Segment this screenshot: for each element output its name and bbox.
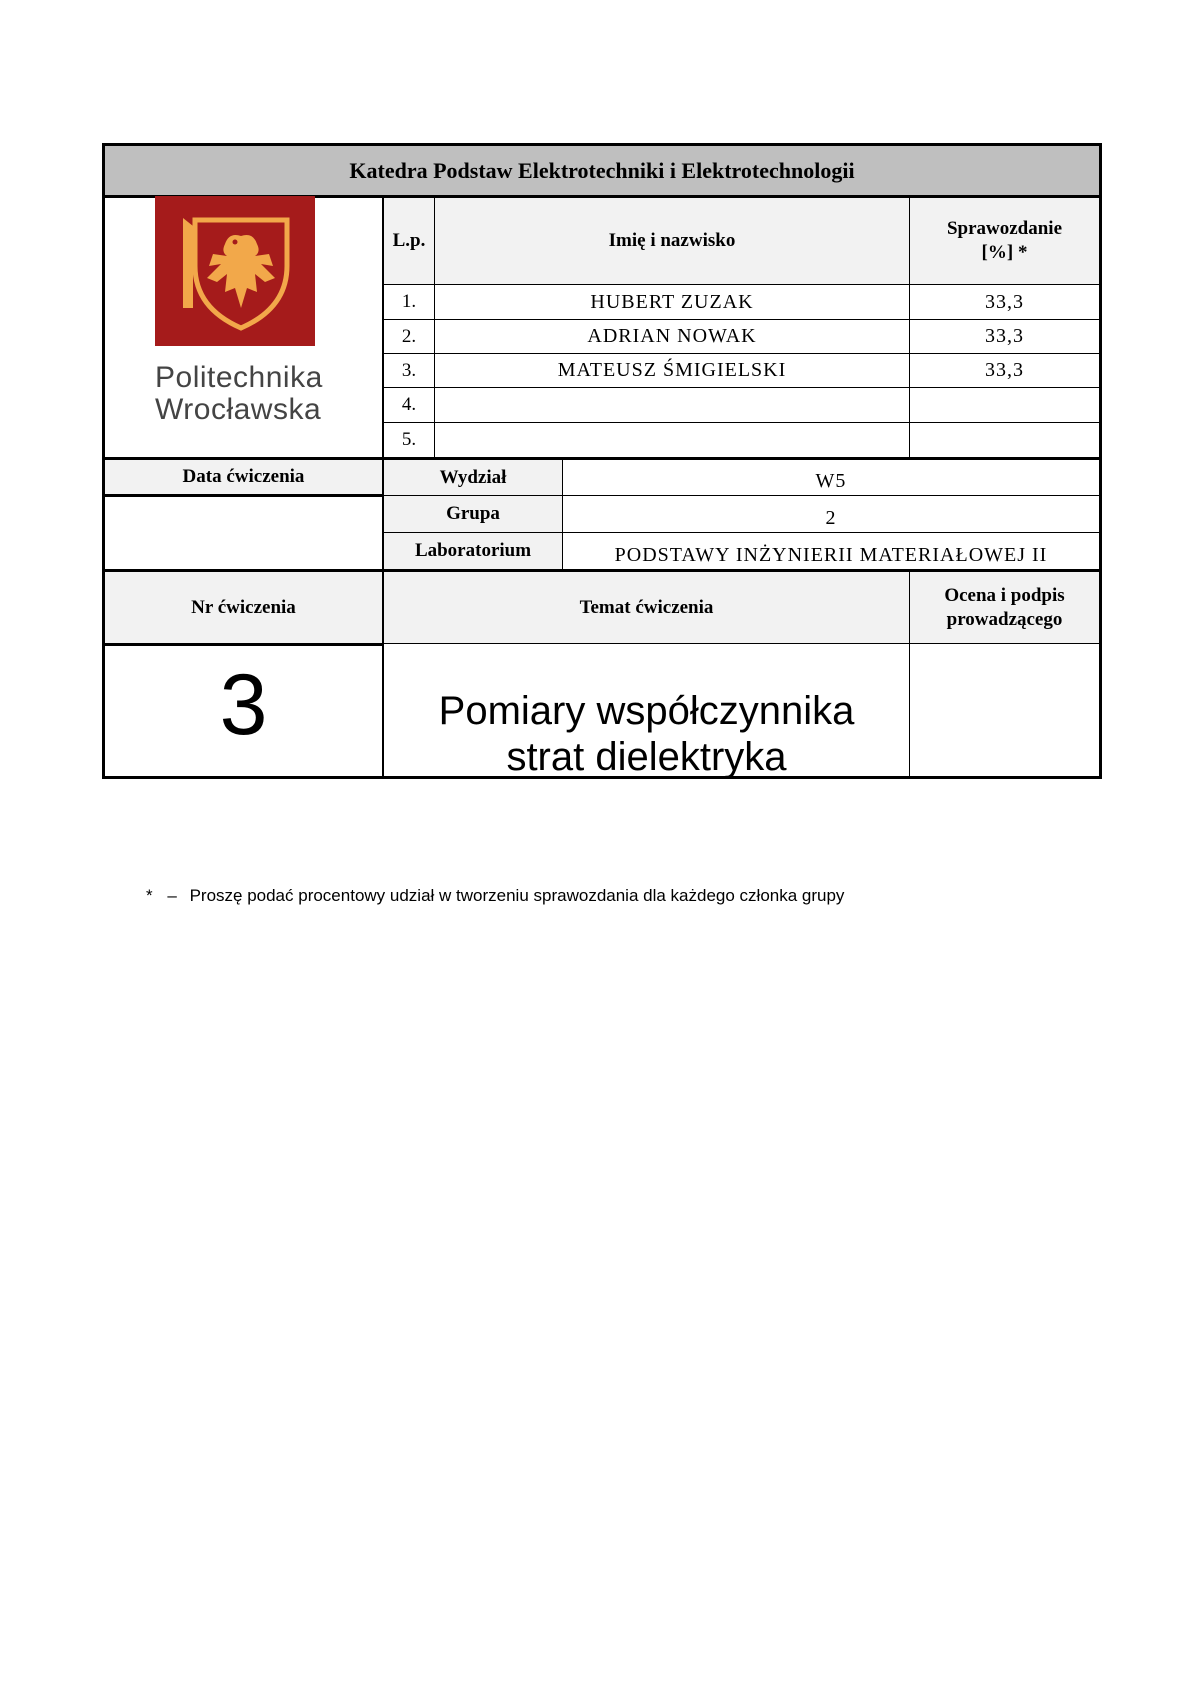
name-header: Imię i nazwisko xyxy=(435,198,909,284)
table-row-lp: 3. xyxy=(401,359,417,381)
table-row-lp: 4. xyxy=(401,394,417,415)
laboratory-value: PODSTAWY INŻYNIERII MATERIAŁOWEJ II xyxy=(614,543,1048,566)
exercise-topic-label: Temat ćwiczenia xyxy=(384,572,909,643)
table-row-name: MATEUSZ ŚMIGIELSKI xyxy=(557,359,787,381)
lp-header: L.p. xyxy=(384,198,434,284)
faculty-value: W5 xyxy=(815,470,847,492)
table-row-name xyxy=(435,423,909,457)
group-label: Grupa xyxy=(384,496,562,532)
grade-signature-label: Ocena i podpis prowadzącego xyxy=(910,572,1099,643)
table-row-name: ADRIAN NOWAK xyxy=(587,325,757,347)
group-value: 2 xyxy=(825,506,837,529)
table-row-percent: 33,3 xyxy=(985,290,1024,313)
footnote-dash: – xyxy=(167,886,177,905)
grade-signature-value xyxy=(910,644,1099,776)
table-row-name xyxy=(435,388,909,422)
logo-emblem xyxy=(155,196,315,346)
table-row-lp: 5. xyxy=(401,429,417,450)
laboratory-label: Laboratorium xyxy=(384,533,562,569)
report-percent-header: Sprawozdanie [%] * xyxy=(910,198,1099,284)
department-title: Katedra Podstaw Elektrotechniki i Elektrotechnologii xyxy=(105,146,1099,195)
footnote-star: * xyxy=(146,886,153,905)
eagle-shield-icon xyxy=(155,196,315,346)
footnote xyxy=(146,886,844,906)
date-label: Data ćwiczenia xyxy=(105,460,382,494)
exercise-topic-value: Pomiary współczynnika strat dielektryka xyxy=(438,689,855,779)
table-row-percent: 33,3 xyxy=(985,325,1024,347)
footnote-text: Proszę podać procentowy udział w tworzeniu sprawozdania dla każdego członka grupy xyxy=(189,886,845,905)
table-row-percent xyxy=(910,388,1099,422)
table-row-percent: 33,3 xyxy=(985,359,1024,381)
university-logo xyxy=(155,196,323,426)
table-row-name: HUBERT ZUZAK xyxy=(590,290,754,313)
exercise-number-label: Nr ćwiczenia xyxy=(105,572,382,643)
exercise-number-value: 3 xyxy=(219,657,268,753)
faculty-label: Wydział xyxy=(384,460,562,495)
date-value xyxy=(105,497,382,569)
table-row-lp: 2. xyxy=(401,325,417,347)
table-row-lp: 1. xyxy=(401,291,417,312)
table-row-percent xyxy=(910,423,1099,457)
university-name: Politechnika Wrocławska xyxy=(155,361,323,426)
report-cover-sheet xyxy=(102,143,1102,779)
